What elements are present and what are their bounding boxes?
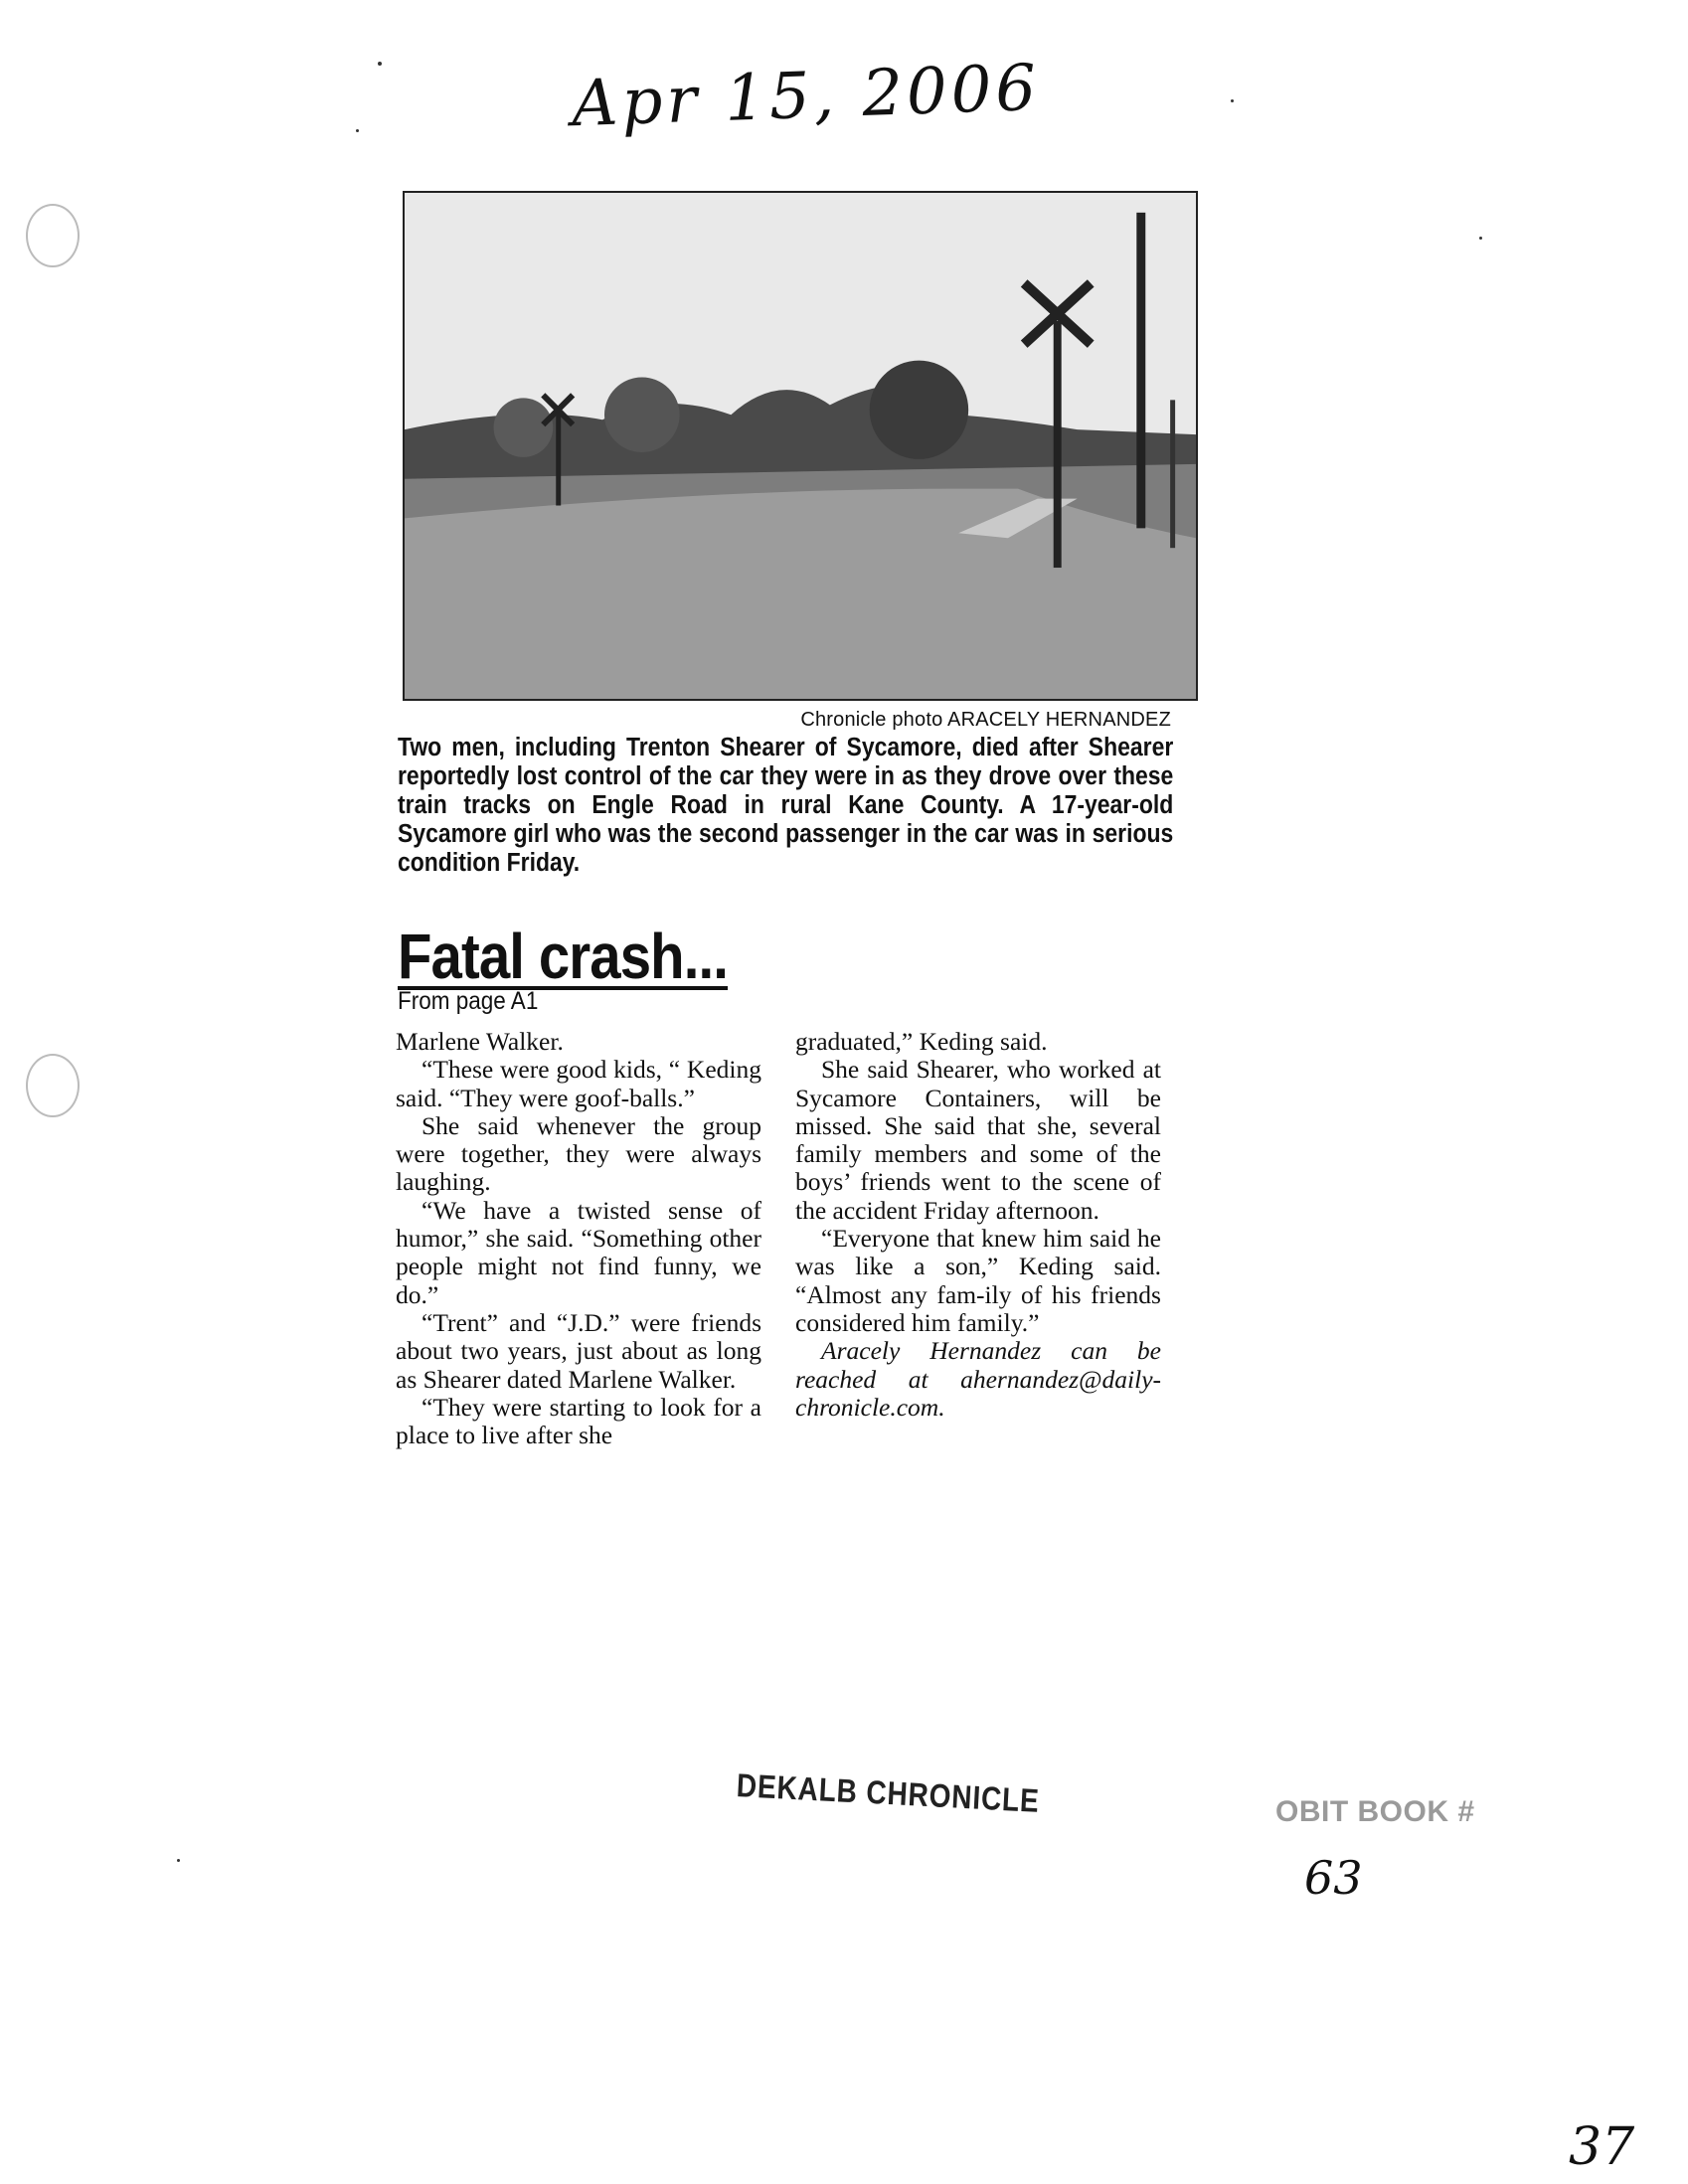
paragraph: “Trent” and “J.D.” were friends about two years, just about as long as Shearer dated Marlene Walker.: [396, 1307, 761, 1394]
jump-line: From page A1: [398, 987, 539, 1015]
binder-hole: [26, 204, 80, 267]
binder-hole: [26, 1054, 80, 1117]
photo-caption: Two men, including Trenton Shearer of Sycamore, died after Shearer reportedly lost control of the car they were in as they drove over these train tracks on Engle Road in rural Kane County. A 17-year-old Sycamore girl who was the second passenger in the car was in serious condition Friday.: [398, 734, 1174, 877]
handwritten-page-number: 37: [1569, 2117, 1635, 2177]
paragraph: She said whenever the group were together, they were always laughing.: [396, 1110, 761, 1197]
paragraph: She said Shearer, who worked at Sycamore Containers, will be missed. She said that she, several family members and some of the boys’ friends went to the scene of the accident Friday afternoon.: [795, 1055, 1161, 1225]
reporter-note: Aracely Hernandez can be reached at ahernandez@daily-chronicle.com.: [795, 1336, 1161, 1422]
railroad-crossing-photo-icon: [405, 193, 1196, 699]
scan-speck: [356, 129, 359, 132]
scan-speck: [1231, 99, 1234, 102]
paragraph: “These were good kids, “ Keding said. “They were goof-balls.”: [396, 1055, 761, 1112]
handwritten-date: Apr 15, 2006: [570, 51, 1042, 142]
newspaper-masthead: DEKALB CHRONICLE: [736, 1766, 1041, 1819]
crossing-photo: [403, 191, 1198, 701]
scan-speck: [177, 1859, 180, 1862]
scan-speck: [1479, 237, 1482, 240]
paragraph: graduated,” Keding said.: [795, 1027, 1048, 1056]
paragraph: Marlene Walker.: [396, 1027, 564, 1056]
paragraph: “We have a twisted sense of humor,” she said. “Something other people might not find funny, we do.”: [396, 1195, 761, 1309]
handwritten-book-number: 63: [1304, 1851, 1363, 1905]
article-headline: Fatal crash...: [398, 921, 729, 992]
paragraph: “Everyone that knew him said he was like a son,” Keding said. “Almost any fam-ily of his friends considered him family.”: [795, 1224, 1161, 1337]
photo-credit: Chronicle photo ARACELY HERNANDEZ: [800, 709, 1171, 731]
article-column-right: [795, 1028, 1161, 1422]
article-column-left: [396, 1028, 761, 1449]
paragraph: “They were starting to look for a place to live after she: [396, 1392, 761, 1450]
obit-book-stamp: OBIT BOOK #: [1275, 1795, 1475, 1828]
scan-speck: [378, 62, 382, 66]
